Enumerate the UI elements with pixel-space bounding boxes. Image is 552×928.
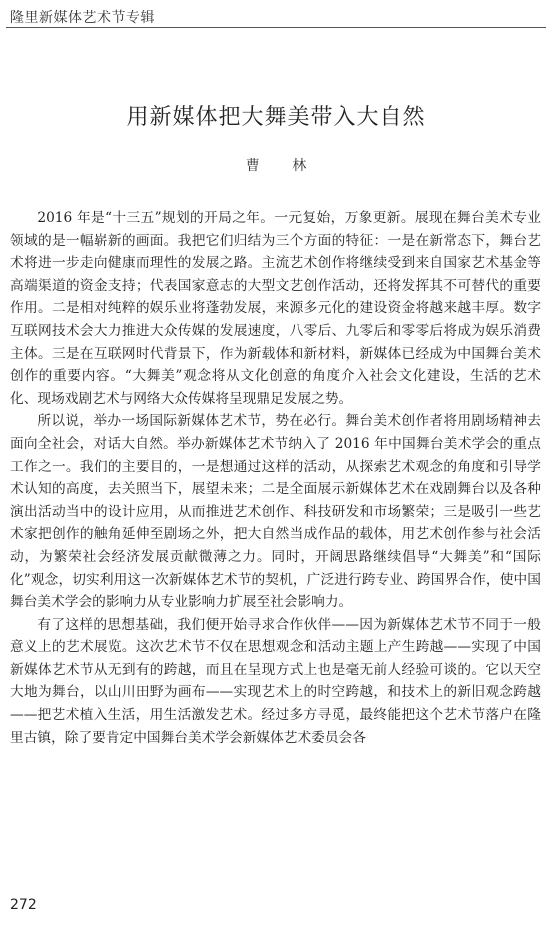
header-rule — [6, 27, 546, 28]
article-title: 用新媒体把大舞美带入大自然 — [126, 105, 426, 130]
paragraph: 有了这样的思想基础，我们便开始寻求合作伙伴——因为新媒体艺术节不同于一般意义上的艺术展览。这次艺术节不仅在思想观念和活动主题上产生跨越——实现了中国新媒体艺术节从无到有的跨越，而且在呈现方式上也是毫无前人经验可谈的。它以天空大地为舞台，以山川田野为画布——实现艺术上的时空跨越，和技术上的新旧观念跨越——把艺术植入生活，用生活激发艺术。经过多方寻觅，最终能把这个艺术节落户在隆里古镇，除了要肯定中国舞台美术学会新媒体艺术委员会各 — [10, 616, 541, 746]
page-number: 272 — [10, 897, 37, 913]
article-body — [10, 207, 541, 749]
article-author: 曹 林 — [245, 158, 321, 174]
paragraph: 所以说，举办一场国际新媒体艺术节，势在必行。舞台美术创作者将用剧场精神去面向全社会，对话大自然。举办新媒体艺术节纳入了 2016 年中国舞台美术学会的重点工作之一。我们的主要目的，一是想通过这样的活动，从探索艺术观念的角度和引导学术认知的高度，去关照当下，展望未来；二是全面展示新媒体艺术在戏剧舞台以及各种演出活动当中的设计应用，从而推进艺术创作、科技研发和市场繁荣；三是吸引一些艺术家把创作的触角延伸至剧场之外，把大自然当成作品的载体，用艺术创作参与社会活动，为繁荣社会经济发展贡献微薄之力。同时，开阔思路继续倡导“大舞美”和“国际化”观念，切实利用这一次新媒体艺术节的契机，广泛进行跨专业、跨国界合作，使中国舞台美术学会的影响力从专业影响力扩展至社会影响力。 — [10, 413, 541, 611]
running-header: 隆里新媒体艺术节专辑 — [10, 10, 155, 26]
paragraph: 2016 年是“十三五”规划的开局之年。一元复始，万象更新。展现在舞台美术专业领域的是一幅崭新的画面。我把它们归结为三个方面的特征：一是在新常态下，舞台艺术将进一步走向健康而理性的发展之路。主流艺术创作将继续受到来自国家艺术基金等高端渠道的资金支持；代表国家意志的大型文艺创作活动，还将发挥其不可替代的重要作用。二是相对纯粹的娱乐业将蓬勃发展，来源多元化的建设资金将越来越丰厚。数字互联网技术会大力推进大众传媒的发展速度，八零后、九零后和零零后将成为娱乐消费主体。三是在互联网时代背景下，作为新载体和新材料，新媒体已经成为中国舞台美术创作的重要内容。“大舞美”观念将从文化创意的角度介入社会文化建设，生活的艺术化、现场戏剧艺术与网络大众传媒将呈现鼎足发展之势。 — [10, 210, 541, 407]
